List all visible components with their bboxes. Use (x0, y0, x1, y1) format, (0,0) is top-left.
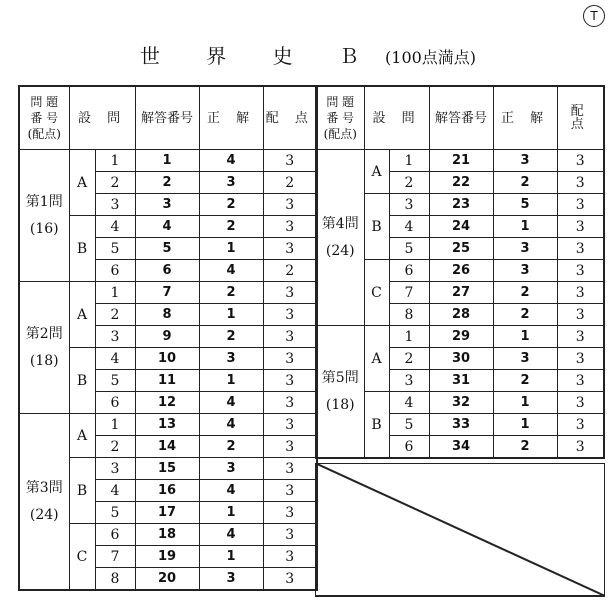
sub-no: 1 (389, 326, 429, 348)
correct-answer: 4 (199, 414, 263, 436)
correct-answer: 1 (493, 326, 557, 348)
question-group-cell (19, 282, 69, 414)
table-row (316, 326, 604, 348)
score: 3 (263, 502, 317, 524)
sub-no: 1 (95, 282, 135, 304)
correct-answer: 3 (199, 568, 263, 591)
correct-answer: 3 (493, 260, 557, 282)
header-score: 配 点 (263, 86, 317, 150)
answer-no: 17 (135, 502, 199, 524)
part-label: A (69, 282, 95, 348)
correct-answer: 2 (199, 326, 263, 348)
answer-no: 14 (135, 436, 199, 458)
correct-answer: 2 (199, 282, 263, 304)
answer-no: 30 (429, 348, 493, 370)
correct-answer: 3 (199, 458, 263, 480)
correct-answer: 1 (493, 216, 557, 238)
score: 3 (557, 150, 604, 172)
correct-answer: 2 (493, 172, 557, 194)
answer-no: 27 (429, 282, 493, 304)
question-group-cell (316, 150, 364, 326)
answer-no: 9 (135, 326, 199, 348)
score: 3 (263, 436, 317, 458)
sub-no: 1 (95, 414, 135, 436)
sub-no: 5 (95, 238, 135, 260)
sub-no: 2 (389, 172, 429, 194)
correct-answer: 5 (493, 194, 557, 216)
sub-no: 2 (95, 172, 135, 194)
answer-no: 10 (135, 348, 199, 370)
answer-no: 34 (429, 436, 493, 459)
table-row (316, 150, 604, 172)
score: 3 (263, 282, 317, 304)
question-points: (24) (325, 242, 355, 259)
answer-no: 29 (429, 326, 493, 348)
question-name: 第5問 (321, 369, 359, 386)
sub-no: 8 (389, 304, 429, 326)
sub-no: 4 (389, 216, 429, 238)
part-label: A (69, 150, 95, 216)
answer-no: 26 (429, 260, 493, 282)
answer-no: 2 (135, 172, 199, 194)
correct-answer: 3 (493, 238, 557, 260)
answer-no: 1 (135, 150, 199, 172)
sub-no: 5 (95, 502, 135, 524)
correct-answer: 3 (199, 172, 263, 194)
score: 3 (557, 436, 604, 459)
answer-no: 23 (429, 194, 493, 216)
answer-no: 12 (135, 392, 199, 414)
correct-answer: 4 (199, 524, 263, 546)
correct-answer: 1 (199, 502, 263, 524)
answer-no: 3 (135, 194, 199, 216)
score: 3 (263, 524, 317, 546)
part-label: C (69, 524, 95, 591)
header-answer-no: 解答番号 (135, 86, 199, 150)
answer-no: 22 (429, 172, 493, 194)
correct-answer: 1 (199, 370, 263, 392)
answer-no: 4 (135, 216, 199, 238)
part-label: A (364, 326, 389, 392)
sub-no: 6 (389, 260, 429, 282)
score: 3 (263, 304, 317, 326)
score: 3 (263, 194, 317, 216)
question-name: 第2問 (25, 325, 63, 342)
score: 2 (263, 172, 317, 194)
answer-no: 24 (429, 216, 493, 238)
answer-no: 13 (135, 414, 199, 436)
sub-no: 3 (389, 194, 429, 216)
header-question-no: 問 題 番 号 (配点) (19, 86, 69, 150)
sub-no: 7 (95, 546, 135, 568)
correct-answer: 1 (199, 238, 263, 260)
part-label: B (364, 392, 389, 459)
exam-mark: T (583, 5, 605, 27)
part-label: B (69, 216, 95, 282)
score: 3 (263, 414, 317, 436)
answer-table-right (315, 85, 605, 459)
header-question-no: 問 題 番 号 (配点) (316, 86, 364, 150)
sub-no: 2 (95, 304, 135, 326)
question-points: (18) (29, 352, 59, 369)
correct-answer: 2 (493, 304, 557, 326)
sub-no: 1 (95, 150, 135, 172)
score: 3 (263, 370, 317, 392)
answer-no: 21 (429, 150, 493, 172)
score: 3 (263, 238, 317, 260)
score: 3 (557, 414, 604, 436)
score: 3 (557, 282, 604, 304)
question-name: 第4問 (321, 215, 359, 232)
correct-answer: 4 (199, 480, 263, 502)
sub-no: 6 (95, 260, 135, 282)
score: 3 (263, 348, 317, 370)
correct-answer: 1 (493, 392, 557, 414)
score: 3 (557, 326, 604, 348)
correct-answer: 3 (493, 348, 557, 370)
sub-no: 2 (389, 348, 429, 370)
answer-no: 19 (135, 546, 199, 568)
correct-answer: 2 (493, 282, 557, 304)
correct-answer: 2 (493, 370, 557, 392)
correct-answer: 2 (199, 194, 263, 216)
correct-answer: 3 (493, 150, 557, 172)
header-sub: 設 問 (69, 86, 135, 150)
score: 3 (263, 216, 317, 238)
question-name: 第1問 (25, 193, 63, 210)
score: 3 (557, 194, 604, 216)
header-correct: 正 解 (199, 86, 263, 150)
question-group-cell (316, 326, 364, 459)
score: 3 (263, 458, 317, 480)
score: 3 (557, 172, 604, 194)
answer-no: 32 (429, 392, 493, 414)
answer-no: 5 (135, 238, 199, 260)
score: 3 (557, 216, 604, 238)
page-title (0, 40, 616, 69)
sub-no: 3 (95, 326, 135, 348)
score: 3 (263, 150, 317, 172)
correct-answer: 2 (199, 436, 263, 458)
sub-no: 5 (389, 414, 429, 436)
part-label: B (69, 348, 95, 414)
answer-no: 18 (135, 524, 199, 546)
question-points: (24) (29, 506, 59, 523)
sub-no: 3 (389, 370, 429, 392)
question-name: 第3問 (25, 479, 63, 496)
score: 2 (263, 260, 317, 282)
part-label: A (364, 150, 389, 194)
correct-answer: 2 (493, 436, 557, 459)
sub-no: 6 (389, 436, 429, 459)
answer-no: 31 (429, 370, 493, 392)
sub-no: 4 (95, 348, 135, 370)
sub-no: 3 (95, 194, 135, 216)
answer-no: 7 (135, 282, 199, 304)
score: 3 (557, 260, 604, 282)
sub-no: 6 (95, 524, 135, 546)
score: 3 (557, 304, 604, 326)
answer-no: 8 (135, 304, 199, 326)
answer-no: 6 (135, 260, 199, 282)
score: 3 (557, 392, 604, 414)
question-group-cell (19, 414, 69, 591)
correct-answer: 4 (199, 150, 263, 172)
sub-no: 4 (389, 392, 429, 414)
correct-answer: 2 (199, 216, 263, 238)
answer-no: 16 (135, 480, 199, 502)
part-label: B (69, 458, 95, 524)
correct-answer: 1 (199, 546, 263, 568)
table-row (19, 150, 317, 172)
part-label: B (364, 194, 389, 260)
sub-no: 2 (95, 436, 135, 458)
score: 3 (557, 348, 604, 370)
sub-no: 6 (95, 392, 135, 414)
answer-no: 33 (429, 414, 493, 436)
answer-no: 15 (135, 458, 199, 480)
table-row (19, 414, 317, 436)
score: 3 (263, 546, 317, 568)
answer-no: 28 (429, 304, 493, 326)
correct-answer: 4 (199, 260, 263, 282)
empty-area-diagonal (315, 463, 605, 597)
correct-answer: 4 (199, 392, 263, 414)
full-score: (100点満点) (385, 48, 477, 67)
sub-no: 1 (389, 150, 429, 172)
answer-no: 25 (429, 238, 493, 260)
sub-no: 4 (95, 216, 135, 238)
question-group-cell (19, 150, 69, 282)
sub-no: 5 (389, 238, 429, 260)
subject-title: 世 界 史 Ｂ (139, 44, 380, 68)
question-points: (18) (325, 396, 355, 413)
table-row (19, 282, 317, 304)
header-answer-no: 解答番号 (429, 86, 493, 150)
sub-no: 5 (95, 370, 135, 392)
header-correct: 正 解 (493, 86, 557, 150)
score: 3 (263, 480, 317, 502)
sub-no: 3 (95, 458, 135, 480)
correct-answer: 3 (199, 348, 263, 370)
part-label: C (364, 260, 389, 326)
correct-answer: 1 (199, 304, 263, 326)
sub-no: 8 (95, 568, 135, 591)
part-label: A (69, 414, 95, 458)
answer-no: 20 (135, 568, 199, 591)
score: 3 (263, 326, 317, 348)
score: 3 (557, 370, 604, 392)
correct-answer: 1 (493, 414, 557, 436)
header-sub: 設 問 (364, 86, 429, 150)
answer-table-left (18, 85, 318, 591)
score: 3 (263, 568, 317, 591)
sub-no: 4 (95, 480, 135, 502)
sub-no: 7 (389, 282, 429, 304)
score: 3 (263, 392, 317, 414)
score: 3 (557, 238, 604, 260)
question-points: (16) (29, 220, 59, 237)
answer-no: 11 (135, 370, 199, 392)
header-score: 配 点 (557, 86, 604, 150)
